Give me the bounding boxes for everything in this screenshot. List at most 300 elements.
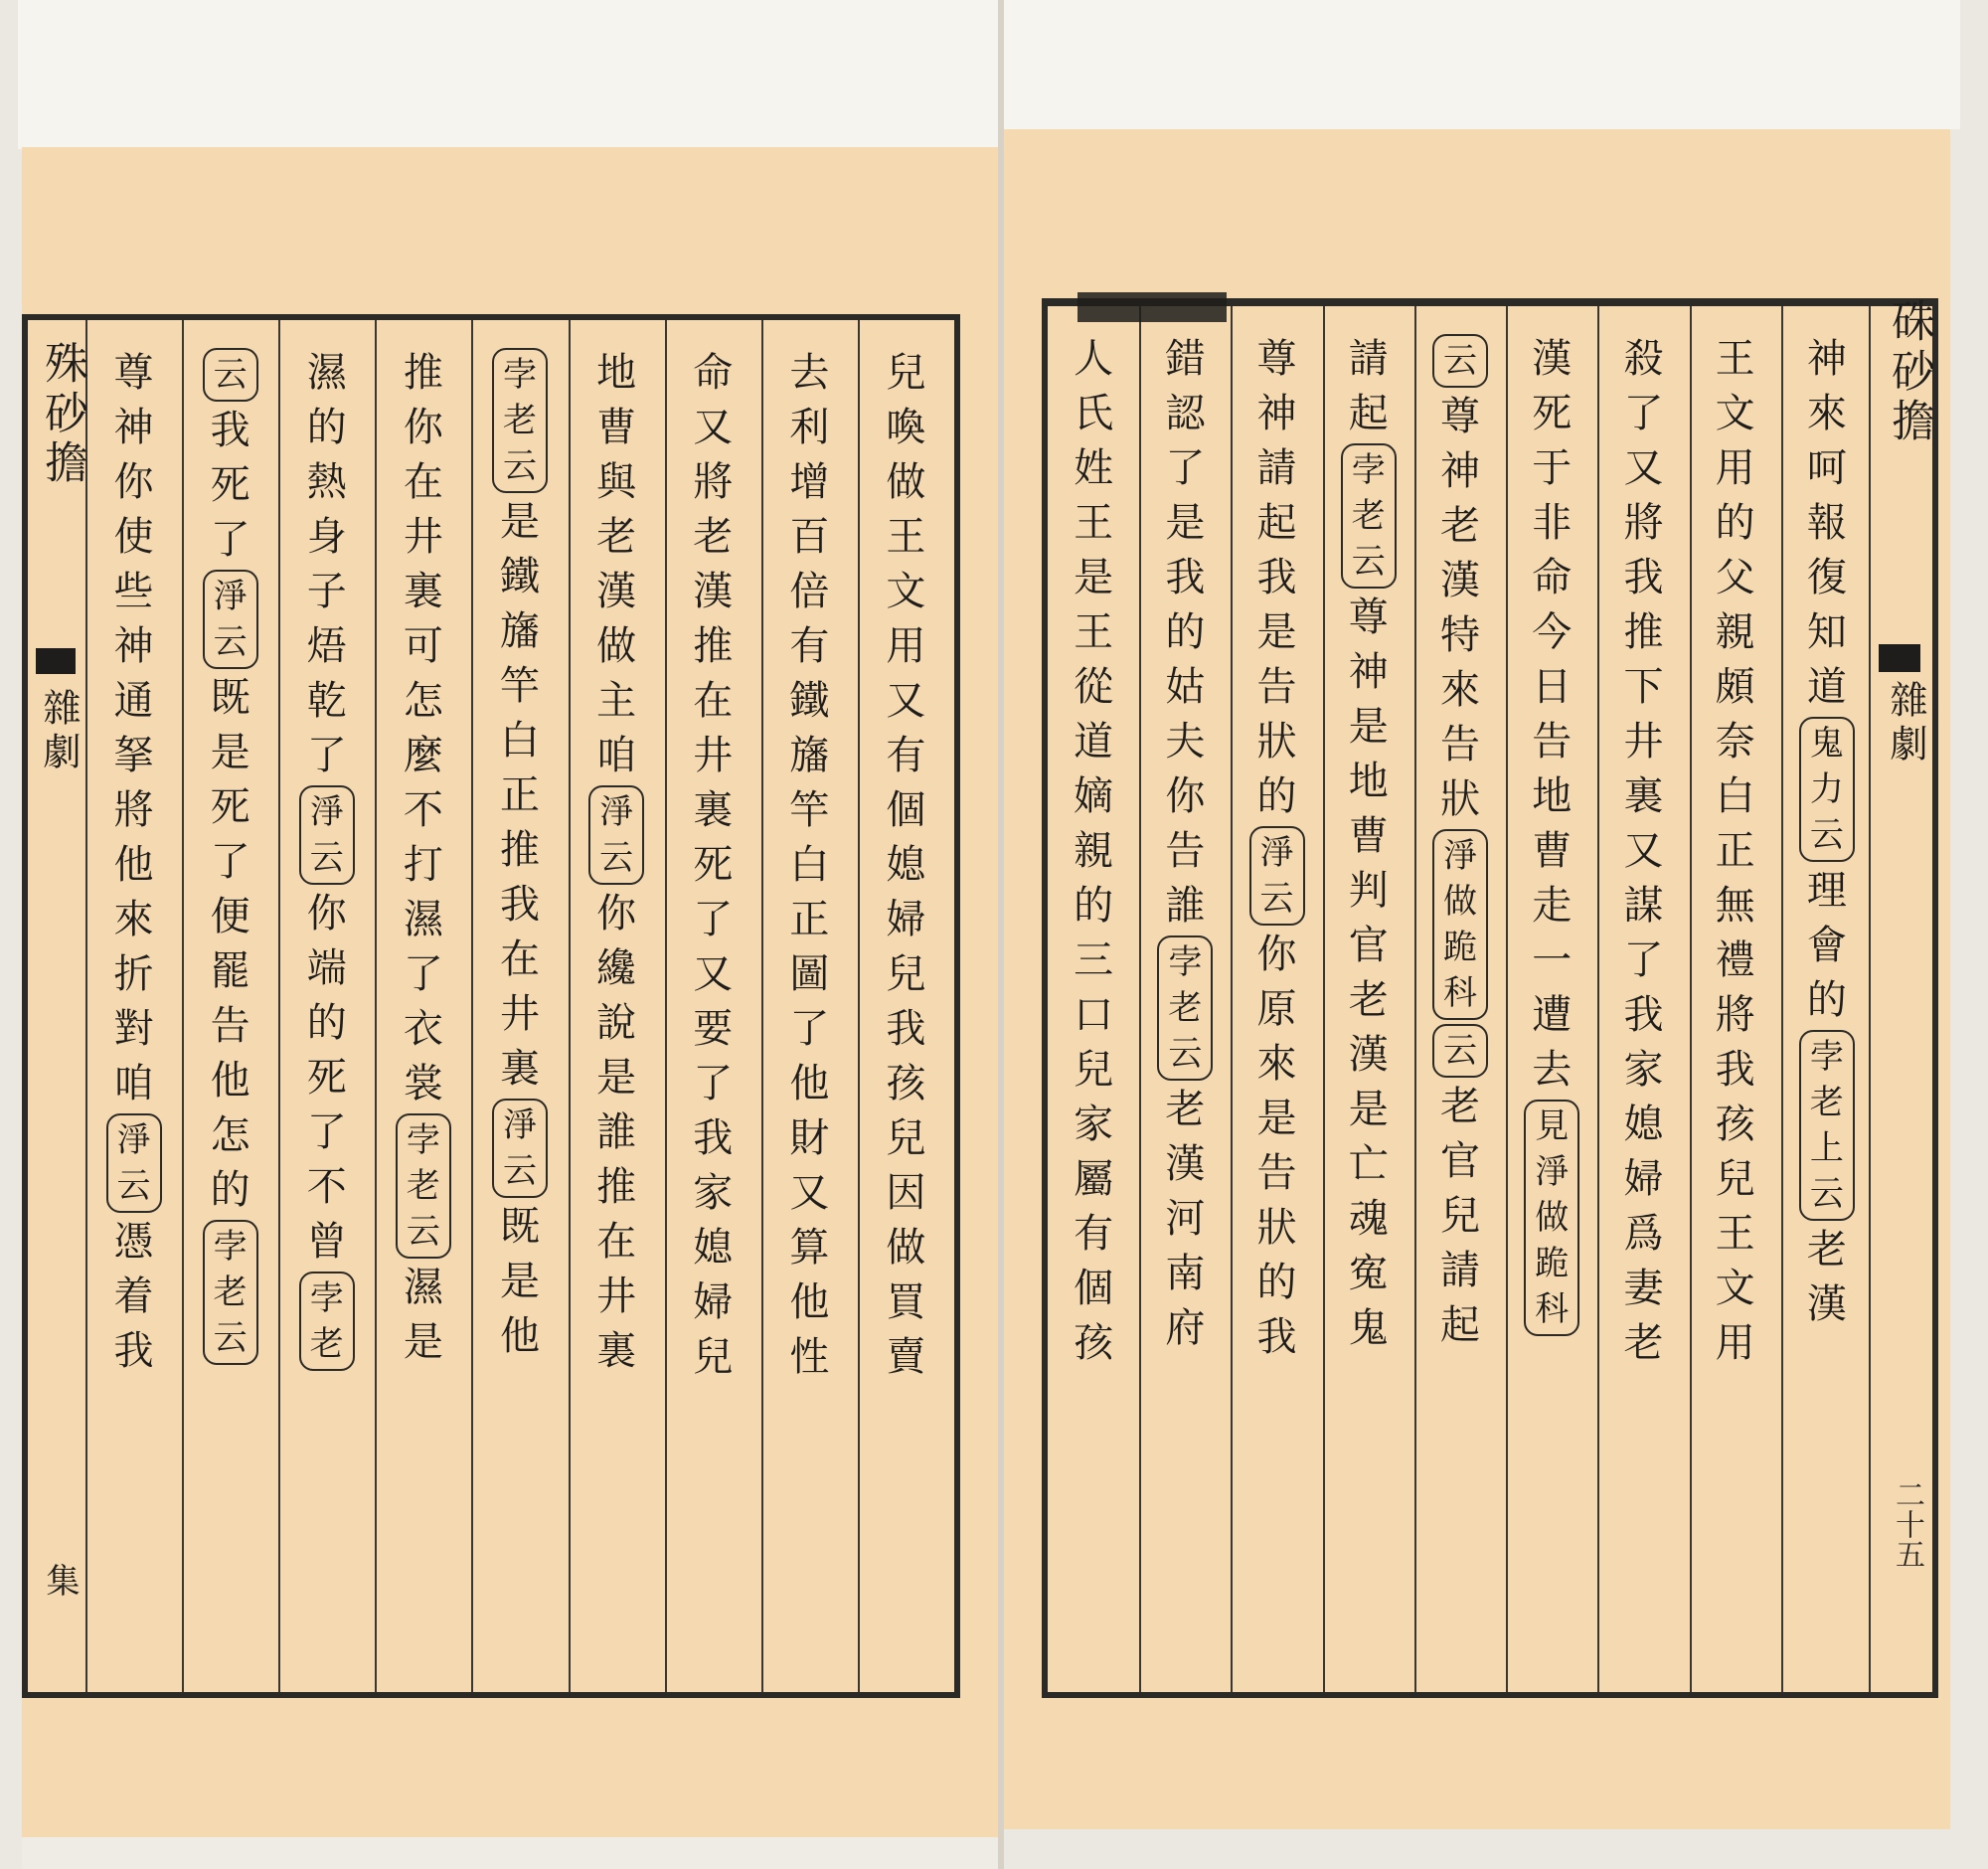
stage-direction-char: 老 bbox=[502, 401, 537, 440]
column-rule bbox=[1781, 306, 1783, 1692]
text-character: 曹 bbox=[1532, 828, 1573, 874]
text-character: 旛 bbox=[499, 608, 540, 654]
text-character: 井 bbox=[499, 991, 540, 1037]
text-character: 你 bbox=[403, 405, 443, 450]
text-character: 白 bbox=[499, 718, 540, 764]
text-column bbox=[1506, 306, 1597, 1692]
text-character: 的 bbox=[1256, 1260, 1297, 1305]
text-character: 咱 bbox=[596, 733, 637, 778]
text-character: 他 bbox=[499, 1313, 540, 1359]
text-character: 地 bbox=[596, 350, 637, 396]
text-character: 死 bbox=[693, 842, 734, 888]
text-character: 了 bbox=[306, 1109, 347, 1155]
text-character: 我 bbox=[886, 1006, 926, 1052]
text-character: 的 bbox=[1165, 609, 1206, 655]
text-character: 兒 bbox=[1715, 1156, 1755, 1202]
text-character: 婦 bbox=[1623, 1156, 1664, 1202]
left-flyleaf bbox=[18, 0, 998, 149]
text-character: 我 bbox=[210, 408, 250, 453]
column-rule bbox=[1139, 306, 1141, 1692]
text-character: 用 bbox=[1715, 445, 1755, 491]
text-character: 神 bbox=[1256, 391, 1297, 436]
text-character: 在 bbox=[403, 459, 443, 505]
text-character: 說 bbox=[596, 1000, 637, 1046]
text-character: 來 bbox=[1439, 667, 1480, 713]
text-character: 尊 bbox=[1439, 394, 1480, 439]
text-character: 去 bbox=[789, 350, 830, 396]
text-character: 狀 bbox=[1256, 1205, 1297, 1251]
text-column bbox=[1597, 306, 1689, 1692]
column-rule bbox=[665, 320, 667, 1692]
text-character: 河 bbox=[1165, 1196, 1206, 1242]
stage-direction-char: 做 bbox=[1535, 1198, 1570, 1238]
text-character: 姓 bbox=[1074, 445, 1114, 491]
text-column bbox=[375, 320, 471, 1692]
text-character: 白 bbox=[789, 842, 830, 888]
text-character: 井 bbox=[403, 514, 443, 560]
column-rule bbox=[182, 320, 184, 1692]
text-character: 的 bbox=[1806, 977, 1847, 1023]
text-column bbox=[471, 320, 568, 1692]
text-character: 漢 bbox=[693, 569, 734, 614]
text-character: 老 bbox=[596, 514, 637, 560]
text-character: 告 bbox=[1256, 1150, 1297, 1196]
text-character: 王 bbox=[1715, 1211, 1755, 1257]
left-page-bottom-edge bbox=[22, 1837, 998, 1869]
text-column bbox=[569, 320, 665, 1692]
text-character: 的 bbox=[306, 1000, 347, 1046]
stage-direction-box bbox=[203, 570, 258, 669]
text-character: 井 bbox=[1623, 719, 1664, 765]
text-character: 推 bbox=[1623, 609, 1664, 655]
text-character: 婦 bbox=[886, 897, 926, 942]
stage-direction-char: 云 bbox=[502, 446, 537, 486]
text-character: 喚 bbox=[886, 405, 926, 450]
text-character: 是 bbox=[403, 1319, 443, 1365]
stage-direction-char: 跪 bbox=[1535, 1244, 1570, 1283]
text-character: 裏 bbox=[403, 569, 443, 614]
text-character: 死 bbox=[306, 1055, 347, 1101]
stage-direction-char: 老 bbox=[213, 1273, 248, 1312]
text-character: 又 bbox=[1623, 445, 1664, 491]
text-character: 來 bbox=[1256, 1041, 1297, 1087]
text-character: 漢 bbox=[1165, 1141, 1206, 1187]
stage-direction-box bbox=[203, 1220, 258, 1365]
text-character: 夫 bbox=[1165, 719, 1206, 765]
text-character: 一 bbox=[1532, 937, 1573, 983]
text-character: 告 bbox=[210, 1003, 250, 1049]
column-rule bbox=[471, 320, 473, 1692]
text-character: 理 bbox=[1806, 868, 1847, 914]
text-character: 他 bbox=[789, 1279, 830, 1325]
text-character: 老 bbox=[1623, 1320, 1664, 1366]
text-character: 告 bbox=[1165, 828, 1206, 874]
text-character: 百 bbox=[789, 514, 830, 560]
stage-direction-char: 云 bbox=[213, 622, 248, 662]
text-character: 利 bbox=[789, 405, 830, 450]
text-character: 會 bbox=[1806, 923, 1847, 968]
text-character: 報 bbox=[1806, 500, 1847, 546]
text-character: 無 bbox=[1715, 883, 1755, 929]
right-text-frame bbox=[1042, 298, 1938, 1698]
text-character: 文 bbox=[1715, 1266, 1755, 1311]
text-character: 竿 bbox=[499, 663, 540, 709]
text-character: 婦 bbox=[693, 1279, 734, 1325]
stage-direction-char: 云 bbox=[1809, 1174, 1844, 1214]
text-column bbox=[1690, 306, 1781, 1692]
stage-direction-char: 老 bbox=[1351, 496, 1386, 536]
column-rule bbox=[1506, 306, 1508, 1692]
text-character: 狀 bbox=[1439, 776, 1480, 822]
text-character: 命 bbox=[693, 350, 734, 396]
text-character: 他 bbox=[210, 1058, 250, 1104]
text-character: 殺 bbox=[1623, 336, 1664, 382]
text-column bbox=[1231, 306, 1322, 1692]
text-character: 老 bbox=[1806, 1227, 1847, 1273]
text-character: 老 bbox=[1439, 503, 1480, 549]
text-character: 你 bbox=[306, 891, 347, 936]
text-character: 拏 bbox=[113, 733, 154, 778]
text-character: 非 bbox=[1532, 500, 1573, 546]
stage-direction-char: 孛 bbox=[1168, 942, 1203, 982]
text-character: 孩 bbox=[1715, 1102, 1755, 1147]
left-text-frame bbox=[22, 314, 960, 1698]
stage-direction-char: 云 bbox=[1442, 1031, 1477, 1071]
stage-direction-char: 老 bbox=[406, 1166, 440, 1206]
stage-direction-box bbox=[588, 785, 644, 885]
text-character: 通 bbox=[113, 678, 154, 724]
text-character: 去 bbox=[1532, 1047, 1573, 1093]
text-character: 焐 bbox=[306, 623, 347, 669]
text-character: 謀 bbox=[1623, 883, 1664, 929]
text-character: 是 bbox=[1074, 555, 1114, 600]
text-column bbox=[665, 320, 761, 1692]
text-character: 狀 bbox=[1256, 719, 1297, 765]
text-character: 了 bbox=[1165, 445, 1206, 491]
text-character: 推 bbox=[499, 827, 540, 873]
text-character: 做 bbox=[886, 1225, 926, 1271]
text-character: 在 bbox=[499, 936, 540, 982]
text-character: 我 bbox=[1165, 555, 1206, 600]
left-text-columns bbox=[85, 320, 954, 1692]
stage-direction-char: 做 bbox=[1442, 882, 1477, 922]
text-column bbox=[1414, 306, 1506, 1692]
column-rule bbox=[1414, 306, 1416, 1692]
text-character: 漢 bbox=[1532, 336, 1573, 382]
text-character: 推 bbox=[693, 623, 734, 669]
column-rule bbox=[1597, 306, 1599, 1692]
column-rule bbox=[858, 320, 860, 1692]
text-character: 要 bbox=[693, 1006, 734, 1052]
text-character: 性 bbox=[789, 1334, 830, 1380]
text-character: 有 bbox=[789, 623, 830, 669]
text-character: 不 bbox=[306, 1164, 347, 1210]
text-column bbox=[182, 320, 278, 1692]
text-character: 屬 bbox=[1074, 1156, 1114, 1202]
text-character: 個 bbox=[1074, 1266, 1114, 1311]
stage-direction-char: 云 bbox=[309, 838, 344, 878]
text-character: 圖 bbox=[789, 951, 830, 997]
text-character: 告 bbox=[1532, 719, 1573, 765]
text-character: 遭 bbox=[1532, 992, 1573, 1038]
stage-direction-char: 云 bbox=[502, 1151, 537, 1191]
text-character: 起 bbox=[1439, 1302, 1480, 1348]
text-character: 怎 bbox=[403, 678, 443, 724]
text-character: 請 bbox=[1439, 1248, 1480, 1293]
text-character: 神 bbox=[113, 405, 154, 450]
text-character: 將 bbox=[1623, 500, 1664, 546]
text-character: 了 bbox=[693, 897, 734, 942]
text-character: 漢 bbox=[596, 569, 637, 614]
text-character: 井 bbox=[693, 733, 734, 778]
text-character: 老 bbox=[1165, 1087, 1206, 1132]
stage-direction-char: 云 bbox=[599, 838, 634, 878]
text-character: 神 bbox=[1348, 649, 1389, 695]
stage-direction-box bbox=[203, 348, 258, 402]
stage-direction-char: 淨 bbox=[1259, 833, 1294, 873]
text-character: 妻 bbox=[1623, 1266, 1664, 1311]
text-character: 來 bbox=[113, 897, 154, 942]
text-column bbox=[858, 320, 954, 1692]
text-character: 對 bbox=[113, 1006, 154, 1052]
text-character: 下 bbox=[1623, 664, 1664, 710]
text-character: 走 bbox=[1532, 883, 1573, 929]
text-character: 禮 bbox=[1715, 937, 1755, 983]
text-character: 他 bbox=[113, 842, 154, 888]
text-character: 原 bbox=[1256, 986, 1297, 1032]
text-character: 于 bbox=[1532, 445, 1573, 491]
right-margin-genre: 雜劇 bbox=[1884, 680, 1927, 767]
text-character: 又 bbox=[693, 951, 734, 997]
book-gutter bbox=[998, 0, 1004, 1869]
text-character: 亡 bbox=[1348, 1141, 1389, 1187]
text-character: 鬼 bbox=[1348, 1305, 1389, 1351]
text-column bbox=[1139, 306, 1231, 1692]
column-rule bbox=[1323, 306, 1325, 1692]
stage-direction-char: 云 bbox=[213, 355, 248, 395]
text-character: 是 bbox=[1256, 1096, 1297, 1141]
text-character: 旛 bbox=[789, 733, 830, 778]
text-character: 三 bbox=[1074, 937, 1114, 983]
text-character: 呵 bbox=[1806, 445, 1847, 491]
text-character: 神 bbox=[1439, 448, 1480, 494]
text-character: 裏 bbox=[596, 1328, 637, 1374]
text-character: 正 bbox=[499, 772, 540, 818]
text-character: 孩 bbox=[1074, 1320, 1114, 1366]
text-character: 地 bbox=[1532, 773, 1573, 819]
text-character: 頗 bbox=[1715, 664, 1755, 710]
text-character: 你 bbox=[596, 891, 637, 936]
right-margin-strip bbox=[1869, 298, 1934, 1692]
text-character: 端 bbox=[306, 945, 347, 991]
stage-direction-box bbox=[1799, 717, 1855, 862]
text-character: 將 bbox=[113, 787, 154, 833]
text-character: 濕 bbox=[403, 1265, 443, 1310]
left-margin-folio: 集 bbox=[40, 1563, 80, 1603]
text-character: 我 bbox=[113, 1328, 154, 1374]
text-character: 咱 bbox=[113, 1061, 154, 1106]
text-character: 人 bbox=[1074, 336, 1114, 382]
text-column bbox=[761, 320, 858, 1692]
stage-direction-char: 鬼 bbox=[1809, 724, 1844, 764]
text-character: 地 bbox=[1348, 759, 1389, 804]
text-character: 知 bbox=[1806, 609, 1847, 655]
text-character: 今 bbox=[1532, 609, 1573, 655]
left-fishtail-mark bbox=[36, 648, 76, 674]
column-rule bbox=[1231, 306, 1233, 1692]
text-character: 纔 bbox=[596, 945, 637, 991]
text-character: 又 bbox=[789, 1170, 830, 1216]
text-character: 用 bbox=[886, 623, 926, 669]
text-character: 兒 bbox=[886, 350, 926, 396]
text-character: 王 bbox=[1074, 500, 1114, 546]
text-character: 家 bbox=[1074, 1102, 1114, 1147]
text-character: 南 bbox=[1165, 1251, 1206, 1296]
text-character: 乾 bbox=[306, 678, 347, 724]
text-character: 子 bbox=[306, 569, 347, 614]
text-character: 曾 bbox=[306, 1219, 347, 1265]
text-character: 認 bbox=[1165, 391, 1206, 436]
column-rule bbox=[375, 320, 377, 1692]
stage-direction-box bbox=[299, 785, 355, 885]
text-character: 怎 bbox=[210, 1112, 250, 1158]
text-character: 老 bbox=[1348, 977, 1389, 1023]
text-character: 是 bbox=[499, 499, 540, 545]
text-character: 主 bbox=[596, 678, 637, 724]
text-character: 老 bbox=[693, 514, 734, 560]
text-character: 曹 bbox=[1348, 813, 1389, 859]
stage-direction-char: 科 bbox=[1535, 1289, 1570, 1329]
text-character: 死 bbox=[210, 784, 250, 830]
stage-direction-box bbox=[492, 1099, 548, 1198]
text-character: 漢 bbox=[1348, 1032, 1389, 1078]
text-column bbox=[85, 320, 182, 1692]
text-character: 兒 bbox=[693, 1334, 734, 1380]
text-character: 白 bbox=[1715, 773, 1755, 819]
column-rule bbox=[1690, 306, 1692, 1692]
stage-direction-char: 云 bbox=[116, 1166, 151, 1206]
text-character: 有 bbox=[1074, 1211, 1114, 1257]
stage-direction-char: 孛 bbox=[502, 355, 537, 395]
text-character: 氏 bbox=[1074, 391, 1114, 436]
text-character: 與 bbox=[596, 459, 637, 505]
text-character: 鐵 bbox=[499, 554, 540, 599]
text-character: 折 bbox=[113, 951, 154, 997]
text-character: 我 bbox=[1715, 1047, 1755, 1093]
text-character: 個 bbox=[886, 787, 926, 833]
text-column bbox=[1781, 306, 1873, 1692]
stage-direction-char: 跪 bbox=[1442, 928, 1477, 967]
text-character: 嫡 bbox=[1074, 773, 1114, 819]
text-character: 又 bbox=[693, 405, 734, 450]
text-character: 推 bbox=[403, 350, 443, 396]
text-character: 是 bbox=[1165, 500, 1206, 546]
stage-direction-char: 孛 bbox=[406, 1120, 440, 1160]
text-character: 兒 bbox=[886, 951, 926, 997]
text-character: 算 bbox=[789, 1225, 830, 1271]
text-character: 告 bbox=[1256, 664, 1297, 710]
stage-direction-char: 孛 bbox=[1809, 1037, 1844, 1077]
stage-direction-char: 云 bbox=[1442, 341, 1477, 381]
text-character: 了 bbox=[693, 1061, 734, 1106]
text-character: 誰 bbox=[1165, 883, 1206, 929]
text-character: 你 bbox=[113, 459, 154, 505]
text-character: 買 bbox=[886, 1279, 926, 1325]
stage-direction-box bbox=[1249, 826, 1305, 926]
stage-direction-char: 云 bbox=[1259, 879, 1294, 919]
text-character: 請 bbox=[1348, 336, 1389, 382]
text-character: 了 bbox=[210, 839, 250, 885]
stage-direction-char: 老 bbox=[309, 1324, 344, 1364]
text-character: 竿 bbox=[789, 787, 830, 833]
stage-direction-char: 淨 bbox=[309, 792, 344, 832]
text-character: 熱 bbox=[306, 459, 347, 505]
text-character: 文 bbox=[1715, 391, 1755, 436]
text-character: 王 bbox=[1715, 336, 1755, 382]
text-character: 兒 bbox=[1074, 1047, 1114, 1093]
text-character: 不 bbox=[403, 787, 443, 833]
text-character: 尊 bbox=[1256, 336, 1297, 382]
text-character: 判 bbox=[1348, 868, 1389, 914]
text-character: 官 bbox=[1348, 923, 1389, 968]
text-character: 將 bbox=[693, 459, 734, 505]
text-character: 死 bbox=[210, 462, 250, 508]
text-character: 親 bbox=[1715, 609, 1755, 655]
stage-direction-char: 孛 bbox=[1351, 450, 1386, 490]
text-character: 尊 bbox=[1348, 595, 1389, 640]
stage-direction-char: 孛 bbox=[309, 1278, 344, 1318]
text-character: 姑 bbox=[1165, 664, 1206, 710]
column-rule bbox=[761, 320, 763, 1692]
stage-direction-box bbox=[299, 1272, 355, 1371]
text-character: 正 bbox=[789, 897, 830, 942]
stage-direction-char: 見 bbox=[1535, 1106, 1570, 1146]
text-character: 了 bbox=[306, 733, 347, 778]
text-character: 誰 bbox=[596, 1109, 637, 1155]
text-character: 特 bbox=[1439, 612, 1480, 658]
stage-direction-box bbox=[1157, 935, 1213, 1081]
text-character: 衣 bbox=[403, 1006, 443, 1052]
stage-direction-char: 淨 bbox=[599, 792, 634, 832]
stage-direction-char: 云 bbox=[1168, 1034, 1203, 1074]
text-character: 老 bbox=[1439, 1084, 1480, 1129]
column-rule bbox=[569, 320, 571, 1692]
text-character: 了 bbox=[789, 1006, 830, 1052]
text-character: 王 bbox=[1074, 609, 1114, 655]
text-character: 道 bbox=[1806, 664, 1847, 710]
text-character: 有 bbox=[886, 733, 926, 778]
text-character: 兒 bbox=[1439, 1193, 1480, 1239]
text-column bbox=[1323, 306, 1414, 1692]
text-character: 來 bbox=[1806, 391, 1847, 436]
stage-direction-box bbox=[1799, 1030, 1855, 1221]
text-character: 你 bbox=[1165, 773, 1206, 819]
stage-direction-char: 老 bbox=[1809, 1083, 1844, 1122]
text-character: 家 bbox=[1623, 1047, 1664, 1093]
text-character: 我 bbox=[499, 882, 540, 928]
stage-direction-box bbox=[1341, 443, 1397, 589]
text-character: 我 bbox=[1256, 1314, 1297, 1360]
text-character: 了 bbox=[210, 517, 250, 563]
stage-direction-box bbox=[1432, 829, 1488, 1020]
text-character: 兒 bbox=[886, 1115, 926, 1161]
text-character: 打 bbox=[403, 842, 443, 888]
text-character: 我 bbox=[1623, 992, 1664, 1038]
text-character: 從 bbox=[1074, 664, 1114, 710]
stage-direction-char: 淨 bbox=[116, 1120, 151, 1160]
right-corner-ink-smudge bbox=[1077, 292, 1227, 322]
text-character: 鐵 bbox=[789, 678, 830, 724]
